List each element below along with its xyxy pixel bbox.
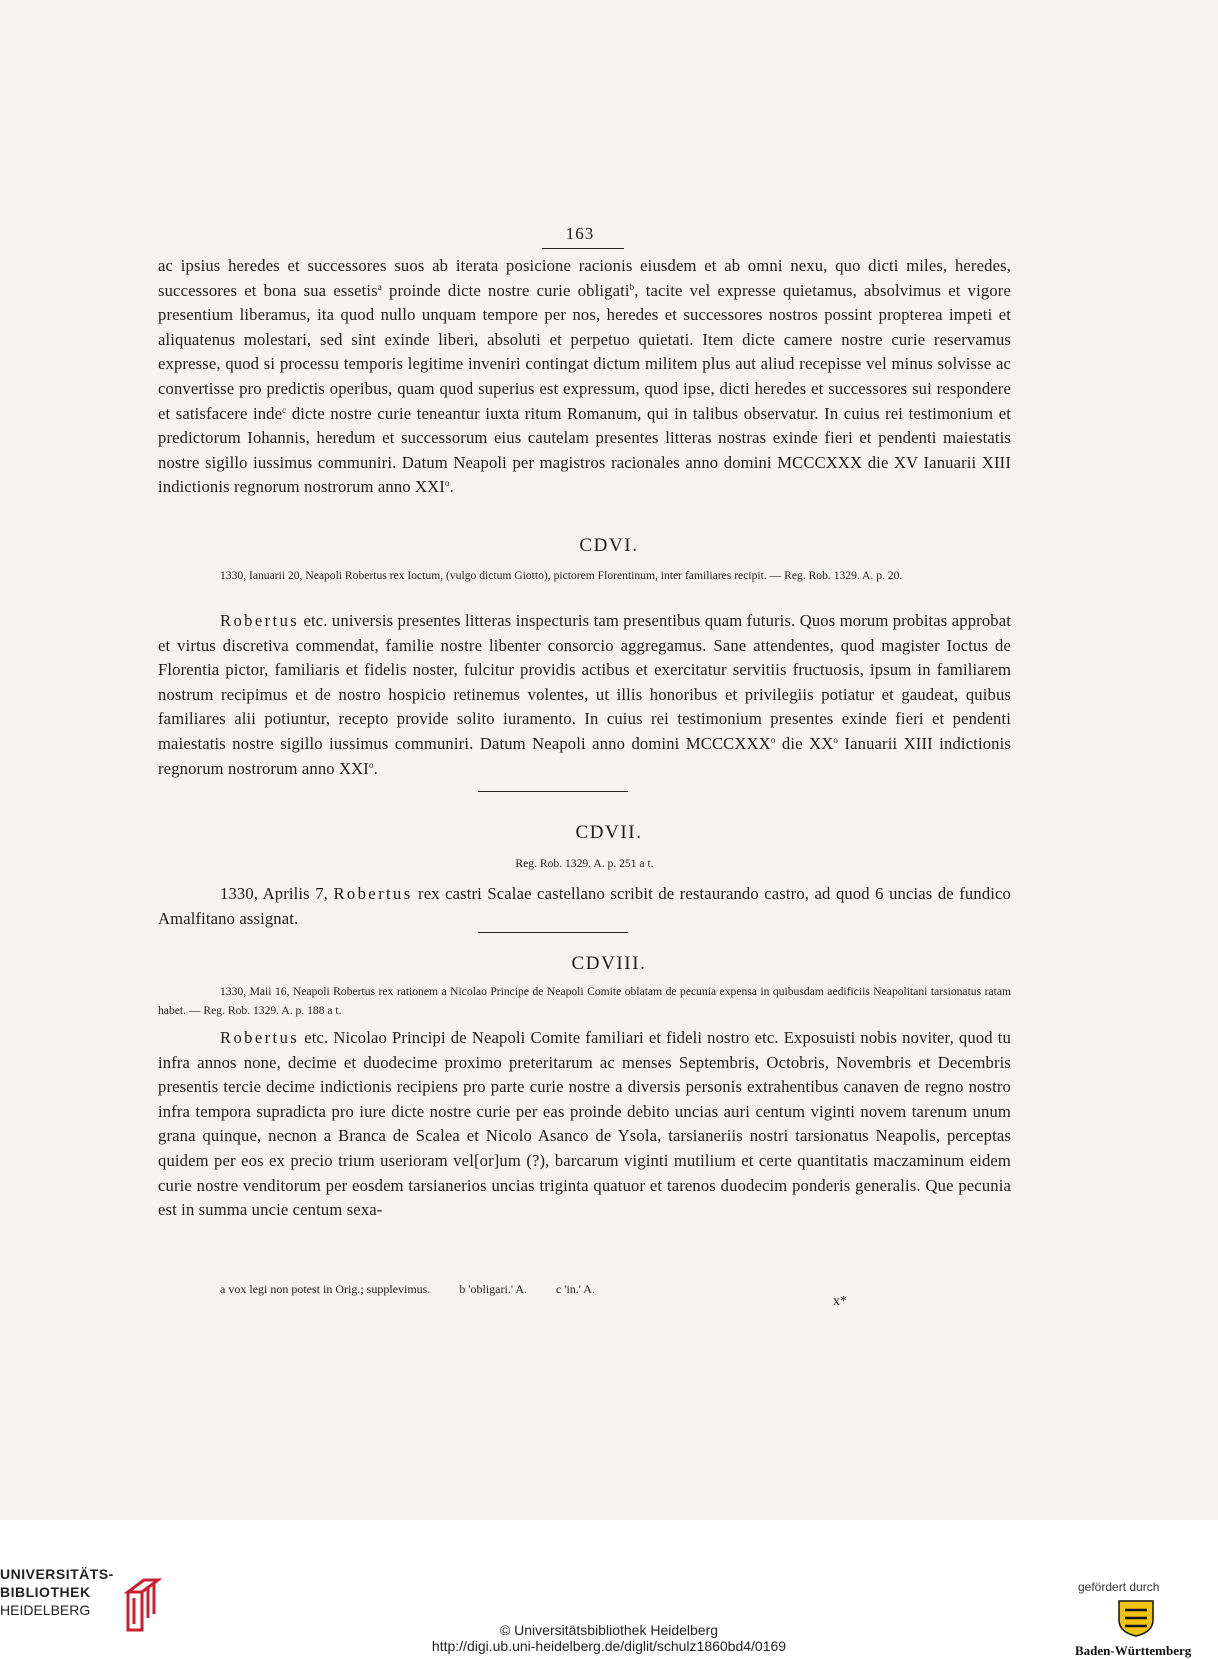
- document-heading-cdviii: CDVIII.: [571, 953, 647, 974]
- regest-cdvii: Reg. Rob. 1329. A. p. 251 a t.: [515, 857, 654, 870]
- document-heading-cdvii: CDVII.: [575, 822, 643, 843]
- copyright-notice: © Universitätsbibliothek Heidelberg: [499, 1622, 719, 1638]
- document-text-cdvi: [158, 609, 1011, 781]
- regest-cdvi: 1330, Ianuarii 20, Neapoli Robertus rex Ioctum, (vulgo dictum Giotto), pictorem Florentinum, inter familiares recipit. — Reg. Rob. 1329. A. p. 20.: [220, 569, 903, 582]
- footnote-a: a vox legi non potest in Orig.; supplevimus.: [220, 1282, 431, 1296]
- funded-by-label: gefördert durch: [1078, 1580, 1160, 1594]
- permalink[interactable]: http://digi.ub.uni-heidelberg.de/diglit/schulz1860bd4/0169: [431, 1638, 787, 1654]
- ub-line-1: UNIVERSITÄTS-: [0, 1566, 114, 1582]
- continuation-text: ac ipsius heredes et successores suos ab iterata posicione racionis eiusdem et ab omni nexu, quo dicti miles, heredes, successores et bona sua essetis$^a$ proinde dicte nostre curie obligati$^b$, tacite vel expresse quietamus, absolvimus et vigore presentium liberamus, ita quod nullo unquam tempore per nos, heredes et successores nostros possint propterea impeti et aliquatenus molestari, sed sint exinde liberi, absoluti et perpetuo quietati. Item dicte camere nostre curie reservamus expresse, quod si processu temporis legitime inveniri contingat dictum militem plus aut aliud recepisse vel minus solvisse ac convertisse pro predictis operibus, quam quod superius est expressum, quod ipse, dicti heredes et successores sui respondere et satisfacere inde$^c$ dicte nostre curie teneantur iuxta ritum Romanum, qui in talibus observatur. In cuius rei testimonium et predictorum Iohannis, heredum et successorum eius cautelam presentes litteras nostras exinde fieri et pendenti maiestatis nostre sigillo iussimus communiri. Datum Neapoli per magistros racionales anno domini MCCCXXX die XV Ianuarii XIII indictionis regnorum nostrorum anno XXI$^o$.: [158, 256, 1011, 497]
- document-text-cdvii-body: 1330, Aprilis 7, Robertus rex castri Scalae castellano scribit de restaurando castro, ad quod 6 uncias de fundico Amalfitano assignat.: [158, 884, 1011, 928]
- ub-line-2: BIBLIOTHEK: [0, 1584, 91, 1600]
- continuation-paragraph: [158, 254, 1011, 500]
- section-rule: [478, 932, 628, 933]
- ub-library-name[interactable]: [0, 1565, 114, 1619]
- document-heading-cdvi: CDVI.: [579, 535, 639, 556]
- baden-wuerttemberg-crest-icon[interactable]: [1115, 1598, 1157, 1638]
- page-number: 163: [565, 224, 595, 243]
- ub-line-3: HEIDELBERG: [0, 1602, 91, 1618]
- document-text-cdvi-body: Robertus etc. universis presentes litteras inspecturis tam presentibus quam futuris. Quos morum probitas approbat et virtus discretiva commendat, familie nostre libenter consorcio aggregamus. Sane attendentes, quod magister Ioctus de Florentia pictor, familiaris et fidelis noster, fulcitur providis actibus et exercitatur servitiis fructuosis, ipsum in familiarem nostrum recipimus et de nostro hospicio retinemus volentes, ut illis honoribus et privilegiis potiatur et gaudeat, quibus familiares alii potiuntur, recepto provide solito iuramento. In cuius rei testimonium presentes exinde fieri et pendenti maiestatis nostre sigillo iussimus communiri. Datum Neapoli anno domini MCCCXXX$^o$ die $XX^o$ Ianuarii XIII indictionis regnorum nostrorum anno XXI$^o$.: [158, 611, 1011, 778]
- document-text-cdviii-body: Robertus etc. Nicolao Principi de Neapoli Comite familiari et fideli nostro etc. Exposuisti nobis noviter, quod tu infra annos none, decime et duodecime proximo preteritarum ac menses Septembris, Octobris, Novembris et Decembris presentis tercie decime indictionis recipiens pro parte curie nostre a diversis personis extrahentibus canaven de regno nostro infra tempora supradicta pro iure dicte nostre curie per eas proinde debito uncias auri centum viginti novem tarenum unum grana quinque, necnon a Branca de Scalea et Nicolo Asanco de Ysola, tarsianeriis nostri tarsionatus Neapolis, perceptas quidem per eos ex precio trium userioram vel[or]um (?), barcarum viginti mutilium et certe quantitatis maczaminum eidem curie nostre venditorum per eosdem tarsianerios uncias triginta quatuor et tarenos duodecim ponderis generalis. Que pecunia est in summa uncie centum sexa-: [158, 1028, 1011, 1220]
- footnotes: [220, 1280, 920, 1298]
- sponsor-name: Baden-Württemberg: [1075, 1643, 1192, 1658]
- section-rule: [478, 791, 628, 792]
- regest-cdviii: 1330, Maii 16, Neapoli Robertus rex rationem a Nicolao Principe de Neapoli Comite oblatam de pecunia expensa in quibusdam aedificiis Neapolitani tarsionatus ratam habet. — Reg. Rob. 1329. A. p. 188 a t.: [158, 985, 1011, 1017]
- footnote-c: c 'in.' A.: [555, 1282, 595, 1296]
- document-text-cdvii: [158, 882, 1011, 931]
- page-number-rule: [542, 248, 624, 249]
- footnote-b: b 'obligari.' A.: [459, 1282, 527, 1296]
- signature-mark: x*: [833, 1294, 847, 1309]
- document-text-cdviii: [158, 1026, 1011, 1223]
